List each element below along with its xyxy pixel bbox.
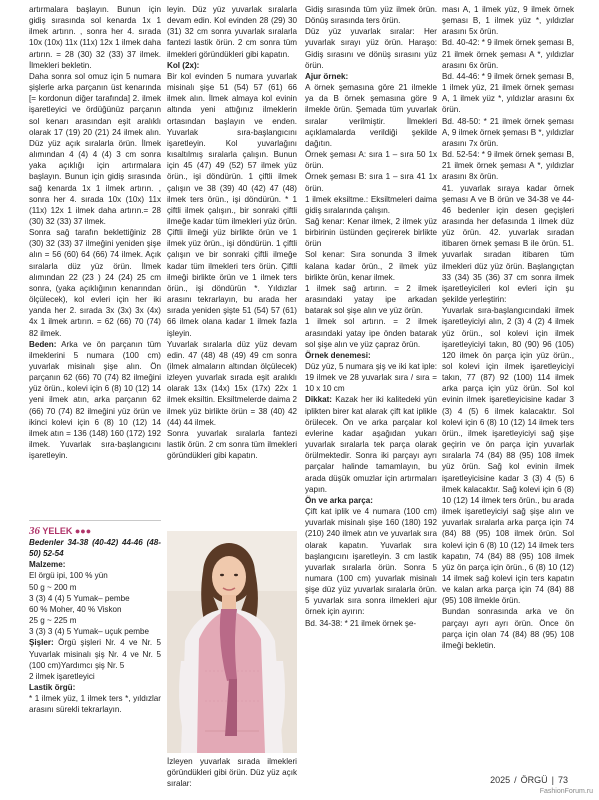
beden-text: Arka ve ön parçanın tüm ilmeklerini 5 numara (100 cm) yuvarlak misinalı şişe alın. Ön parçanın 62 (66) 70 (74) 82 ilmeğini yüz örün., kolevi için 6 (8) 10 (12) 14 yeni ilmek atın, arka parçanın 62 (66) 70 (74) 82 ilmeğini yüz örün ve ikinci kolevi için 6 (8) 10 (12) 14 ilmek atın = 136 (148) 160 (172) 192 ilmek. Yuvarlak sıra-başlangıcını işaretleyin. <box>29 339 161 461</box>
paragraph: leyin. Düz yüz yuvarlak sıralarla devam edin. Kol evinden 28 (29) 30 (31) 32 cm sonra yuvarlak sıralarla fantezi lastik örün. 2 cm sonra tüm ilmekleri göründükleri gibi kapatın. <box>167 5 297 59</box>
beden-label: Beden: <box>29 339 57 349</box>
paragraph: Bd. 40-42: * 9 ilmek örnek şeması B, 21 ilmek örnek şeması A *, yıldızlar arasını 6x örün. <box>442 38 574 70</box>
column-4 <box>442 4 574 772</box>
footer-pipe: | <box>551 775 554 785</box>
paragraph: Düz yüz, 5 numara şiş ve iki kat iple: 19 ilmek ve 28 yuvarlak sıra / sıra = 10 x 10 cm <box>305 362 437 394</box>
needles-text: Örgü şişleri Nr. 4 ve Nr. 5 Yuvarlak misinalı şiş Nr. 4 ve Nr. 5 (100 cm)Yardımcı şiş Nr. 5 <box>29 638 161 670</box>
paragraph: İzleyen yuvarlak sırada ilmekleri göründükleri gibi örün. Düz yüz açık sıralar: <box>167 757 297 789</box>
material-line: 50 g ~ 200 m <box>29 582 77 592</box>
paragraph: Bundan sonrasında arka ve ön parçayı ayrı ayrı örün. Önce ön parça için olan 74 (84) 88 (95) 108 ilmeği bekletin. <box>442 607 574 650</box>
material-line: 25 g ~ 225 m <box>29 616 77 626</box>
material-line: 60 % Moher, 40 % Viskon <box>29 604 122 614</box>
paragraph: Örnek şeması B: sıra 1 – sıra 41 1x örün. <box>305 172 437 193</box>
paragraph: Sonra yuvarlak sıralarla fantezi lastik örün. 2 cm sonra tüm ilmekleri göründükleri gibi kapatın. <box>167 428 297 461</box>
dikkat-label: Dikkat: <box>305 395 332 405</box>
page-number: 73 <box>557 775 568 785</box>
model-photo <box>167 531 297 753</box>
section-divider <box>29 520 161 521</box>
column-1 <box>29 4 161 516</box>
dikkat-paragraph <box>305 394 437 494</box>
paragraph: Gidiş sırasında tüm yüz ilmek örün. Dönüş sırasında ters örün. <box>305 5 437 26</box>
paragraph: 41. yuvarlak sıraya kadar örnek şeması A ve B örün ve 34-38 ve 44-46 bedenler için desen geçişleri arasında her defasında 1 ilmek düz yüz örün. 42. yuvarlak sıradan itibaren örnek şeması B ile örün. 51. yuvarlak sıradan itibaren tüm ilmekleri düz yüz örün. Başlangıçtan 33 (34) 35 (36) 37 cm sonra ilmek işaretleyicileri kol evleri için şu şekilde yerleştirin: <box>442 183 574 305</box>
footer-magazine: ÖRGÜ <box>520 775 548 785</box>
paragraph: Çift kat iplik ve 4 numara (100 cm) yuvarlak misinalı şişe 160 (180) 192 (210) 240 ilmek atın ve yuvarlak sıra olarak kapatın. Yuvarlak sıra başlangıcını işaretleyin. 3 cm lastik yuvarlak sıralarla örün. Sonra 5 numara (100 cm) yuvarlak misinalı şişe düz yüz yuvarlak sıralarla örün. 5 yuvarlak sıra sonra ilmekleri ajur örnek için ayırın: <box>305 507 437 617</box>
watermark: FashionForum.ru <box>539 788 593 795</box>
paragraph: Düz yüz yuvarlak sıralar: Her yuvarlak sırayı yüz örün. Haraşo: Gidiş sırasını ve dönüş sırasını yüz örün. <box>305 27 437 70</box>
paragraph: 1 ilmek sol artırın. = 2 ilmek arasındaki yatay ipe önden batarak sol şişe alın ve yüz çapraz örün. <box>305 317 437 349</box>
marker-text: 2 ilmek işaretleyici <box>29 671 95 681</box>
page-footer <box>488 775 570 785</box>
paragraph: Örnek şeması A: sıra 1 – sıra 50 1x örün. <box>305 150 437 171</box>
lastik-text: * 1 ilmek yüz, 1 ilmek ters *, yıldızlar arasını sürekli tekrarlayın. <box>29 694 161 715</box>
paragraph: Yuvarlak sıralarla düz yüz devam edin. 47 (48) 48 (49) 49 cm sonra (ilmek almaların altından ölçülecek) izleyen yuvarlak sırada eşit aralıklı olarak 13x (14x) 15x (17x) 22x 1 ilmek eksiltin. Eksiltmelerde daima 2 ilmek yüz birlikte örün = 38 (40) 42 (44) 44 ilmek. <box>167 339 297 427</box>
needles-paragraph <box>29 637 161 670</box>
footer-year: 2025 <box>490 775 511 785</box>
paragraph: 1 ilmek sağ artırın. = 2 ilmek arasındaki yatay ipe arkadan batarak sol şişe alın ve yüz örün. <box>305 283 437 316</box>
paragraph: Bd. 44-46: * 9 ilmek örnek şeması B, 1 ilmek yüz, 21 ilmek örnek şeması A, 1 ilmek yüz *, yıldızlar arasını 6x örün. <box>442 71 574 115</box>
paragraph: A örnek şemasına göre 21 ilmekle ya da B örnek şemasına göre 9 ilmekle örün. Şemada tüm yuvarlak sıralar verilmiştir. İlmekleri açıklamalarda verildiği şekilde dağıtın. <box>305 83 437 148</box>
material-line: El örgü ipi, 100 % yün <box>29 571 108 581</box>
paragraph: 1 ilmek eksiltme.: Eksiltmeleri daima gidiş sıralarında çalışın. <box>305 194 437 215</box>
material-line: 3 (3) 3 (4) 5 Yumak– uçuk pembe <box>29 627 149 637</box>
column-2-bottom <box>167 756 297 789</box>
dikkat-text: Kazak her iki kalitedeki yün iplikten birer kat alarak çift kat iplikle örülecek. Ön ve arka parçalar kol evlerine kadar aşağıdan yukarı yuvarlak sıralarla tek parça olarak örülmektedir. Sonra iki parçayı ayrı parçalar halinde tamamlayın, bu arada düşük omuzlar için artırmaları yapın. <box>305 395 437 494</box>
paragraph: Bd. 48-50: * 21 ilmek örnek şeması A, 9 ilmek örnek şeması B *, yıldızlar arasını 7x örün. <box>442 116 574 148</box>
paragraph: Bir kol evinden 5 numara yuvarlak misinalı şişe 51 (54) 57 (61) 66 ilmek alın. İlmek almaya kol evinin altında yeni attığınız ilmeklerin ortasından başlayın ve enden. Yuvarlak sıra-başlangıcını işaretleyin. Kol yuvarlağını kısaltılmış sıralarla çalışın. Bunun için 45 (47) 49 (52) 57 ilmek yüz örün., işi döndürün. 1 çiftli ilmek çalışın ve 38 (39) 40 (42) 47 (48) ilmek ters örün., işi döndürün. * 1 çiftli ilmek çalışın., bir sonraki çiftli ilmeğe kadar tüm ilmekleri yüz örün. Çiftli ilmeği yüz birlikte örün ve 1 ilmek yüz örün., işi döndürün. 1 çiftli çalışın ve bir sonraki çiftli ilmeğe kadar tüm ilmekleri ters örün. Çiftli ilmeği birlikte örün ve 1 ilmek ters örün., işi döndürün *. Yıldızlar arasını tekrarlayın, bu arada her sırada yeniden şişte 51 (54) 57 (61) 66 ilmek olana kadar 1 ilmek fazla işleyin. <box>167 71 297 338</box>
kol-label: Kol (2x): <box>167 60 200 70</box>
paragraph: Bd. 34-38: * 21 ilmek örnek şe- <box>305 618 417 628</box>
paragraph: Yuvarlak sıra-başlangıcındaki ilmek işaretleyiciyi alın, 2 (3) 4 (2) 4 ilmek yüz örün., sol kolevi için ilmek işaretleyiciyi takın, 80 (90) 96 (105) 120 ilmek ön parça için yüz örün., sol kolevi için ilmek işaretleyiciyi takın, 77 (87) 92 (100) 114 ilmek arka parça için yüz örün. Sol kol evinin ilmek işaretleyicisine kadar 3 (3) 4 (5) 6 ilmek kalacaktır. Sol kolevi için 6 (8) 10 (12) 14 ilmek ters örün., ilmek işaretleyiciyi sağ şişe geçirin ve ön parça için yuvarlak sıralarla 74 (84) 88 (95) 108 ilmek yüz örün. Sağ kol evinin ilmek işaretleyicisine kadar 3 (3) 4 (5) 6 ilmek kalacaktır. Sağ kolevi için 6 (8) 10 (12) 14 ilmek ters örün., bu arada ilmek işaretleyiciyi sağ şişe alın ve yuvarlak sıralarla arka parça için 74 (84) 88 (95) 108 ilmek örün. Sol kolevi için 6 (8) 10 (12) 14 ilmek ters kapatın, 74 (84) 88 (95) 108 ilmek yüz ön parça için örün., 6 (8) 10 (12) 14 ilmek sağ kolevi için ters kapatın ve kalan arka parça için 74 (84) 88 (95) 108 ilmekle örün. <box>442 306 574 606</box>
difficulty-dots: ●●● <box>74 526 92 536</box>
paragraph: Bd. 52-54: * 9 ilmek örnek şeması B, 21 ilmek örnek şeması A *, yıldızlar arasını 8x örün. <box>442 150 574 182</box>
paragraph: Sağ kenar: Kenar ilmek, 2 ilmek yüz birbirinin üstünden geçirerek birlikte örün <box>305 216 437 249</box>
sizes-label: Bedenler 34-38 (40-42) 44-46 (48-50) 52-54 <box>29 538 161 559</box>
pattern-materials <box>29 537 161 773</box>
footer-sep: / <box>514 775 517 785</box>
deneme-label: Örnek denemesi: <box>305 350 371 360</box>
model-photo-illustration <box>167 531 297 753</box>
pattern-name: YELEK <box>42 526 73 536</box>
beden-paragraph <box>29 339 161 462</box>
needles-label: Şişler: <box>29 638 54 648</box>
pattern-title <box>29 525 91 537</box>
materials-label: Malzeme: <box>29 560 66 570</box>
column-3 <box>305 4 437 772</box>
ajur-label: Ajur örnek: <box>305 71 349 81</box>
column-2 <box>167 4 297 526</box>
pattern-number: 36 <box>29 525 40 537</box>
lastik-label: Lastik örgü: <box>29 683 76 693</box>
material-line: 3 (3) 4 (4) 5 Yumak– pembe <box>29 593 130 603</box>
paragraph: artırmalara başlayın. Bunun için gidiş sırasında sol kenarda 1x 1 ilmek artırın. , sonra her 4. sırada 10x (10x) 11x (11x) 12x 1 ilmek daha artırın. = 28 (30) 32 (33) 37 ilmek. İlmekleri bekletin. <box>29 5 161 70</box>
paragraph: ması A, 1 ilmek yüz, 9 ilmek örnek şeması B, 1 ilmek yüz *, yıldızlar arasını 5x örün. <box>442 5 574 37</box>
paragraph: Daha sonra sol omuz için 5 numara şişlerle arka parçanın üst kenarında [= kordonun diğer tarafında] 2. ilmek işaretleyici ve ördüğünüz parçanın sol kenarı arasından eşit aralıklı olarak 17 (19) 20 (21) 24 ilmek alın. Düz yüz açık sıralarla örün. İlmek alımından 4 (4) 4 (4) 3 cm sonra yaka açıklığı için artırmalara başlayın. Bunun için gidiş sırasında sağ kenarda 1x 1 ilmek artırın. , sonra her 4. sırada 10x (10x) 11x (11x) 12x 1 ilmek daha artırın.= 28 (30) 32 (33) 37 ilmek. <box>29 71 161 226</box>
paragraph: Sonra sağ tarafın beklettiğiniz 28 (30) 32 (33) 37 ilmeğini yeniden şişe alın = 56 (60) 64 (66) 74 ilmek. Açık sıralarla düz yüz örün. İlmek alımından 22 (23 ) 24 (24) 25 cm sonra, (yaka açıklığının kenarından ölçülecek), kol evleri için her iki yanda her 2. sırada 3x (3x) 3x (4x) 4x 1 ilmek artırın. = 62 (66) 70 (74) 82 ilmek. <box>29 228 161 338</box>
paragraph: Sol kenar: Sıra sonunda 3 ilmek kalana kadar örün., 2 ilmek yüz birlikte örün, kenar ilmek. <box>305 250 437 282</box>
onarka-label: Ön ve arka parça: <box>305 495 373 505</box>
